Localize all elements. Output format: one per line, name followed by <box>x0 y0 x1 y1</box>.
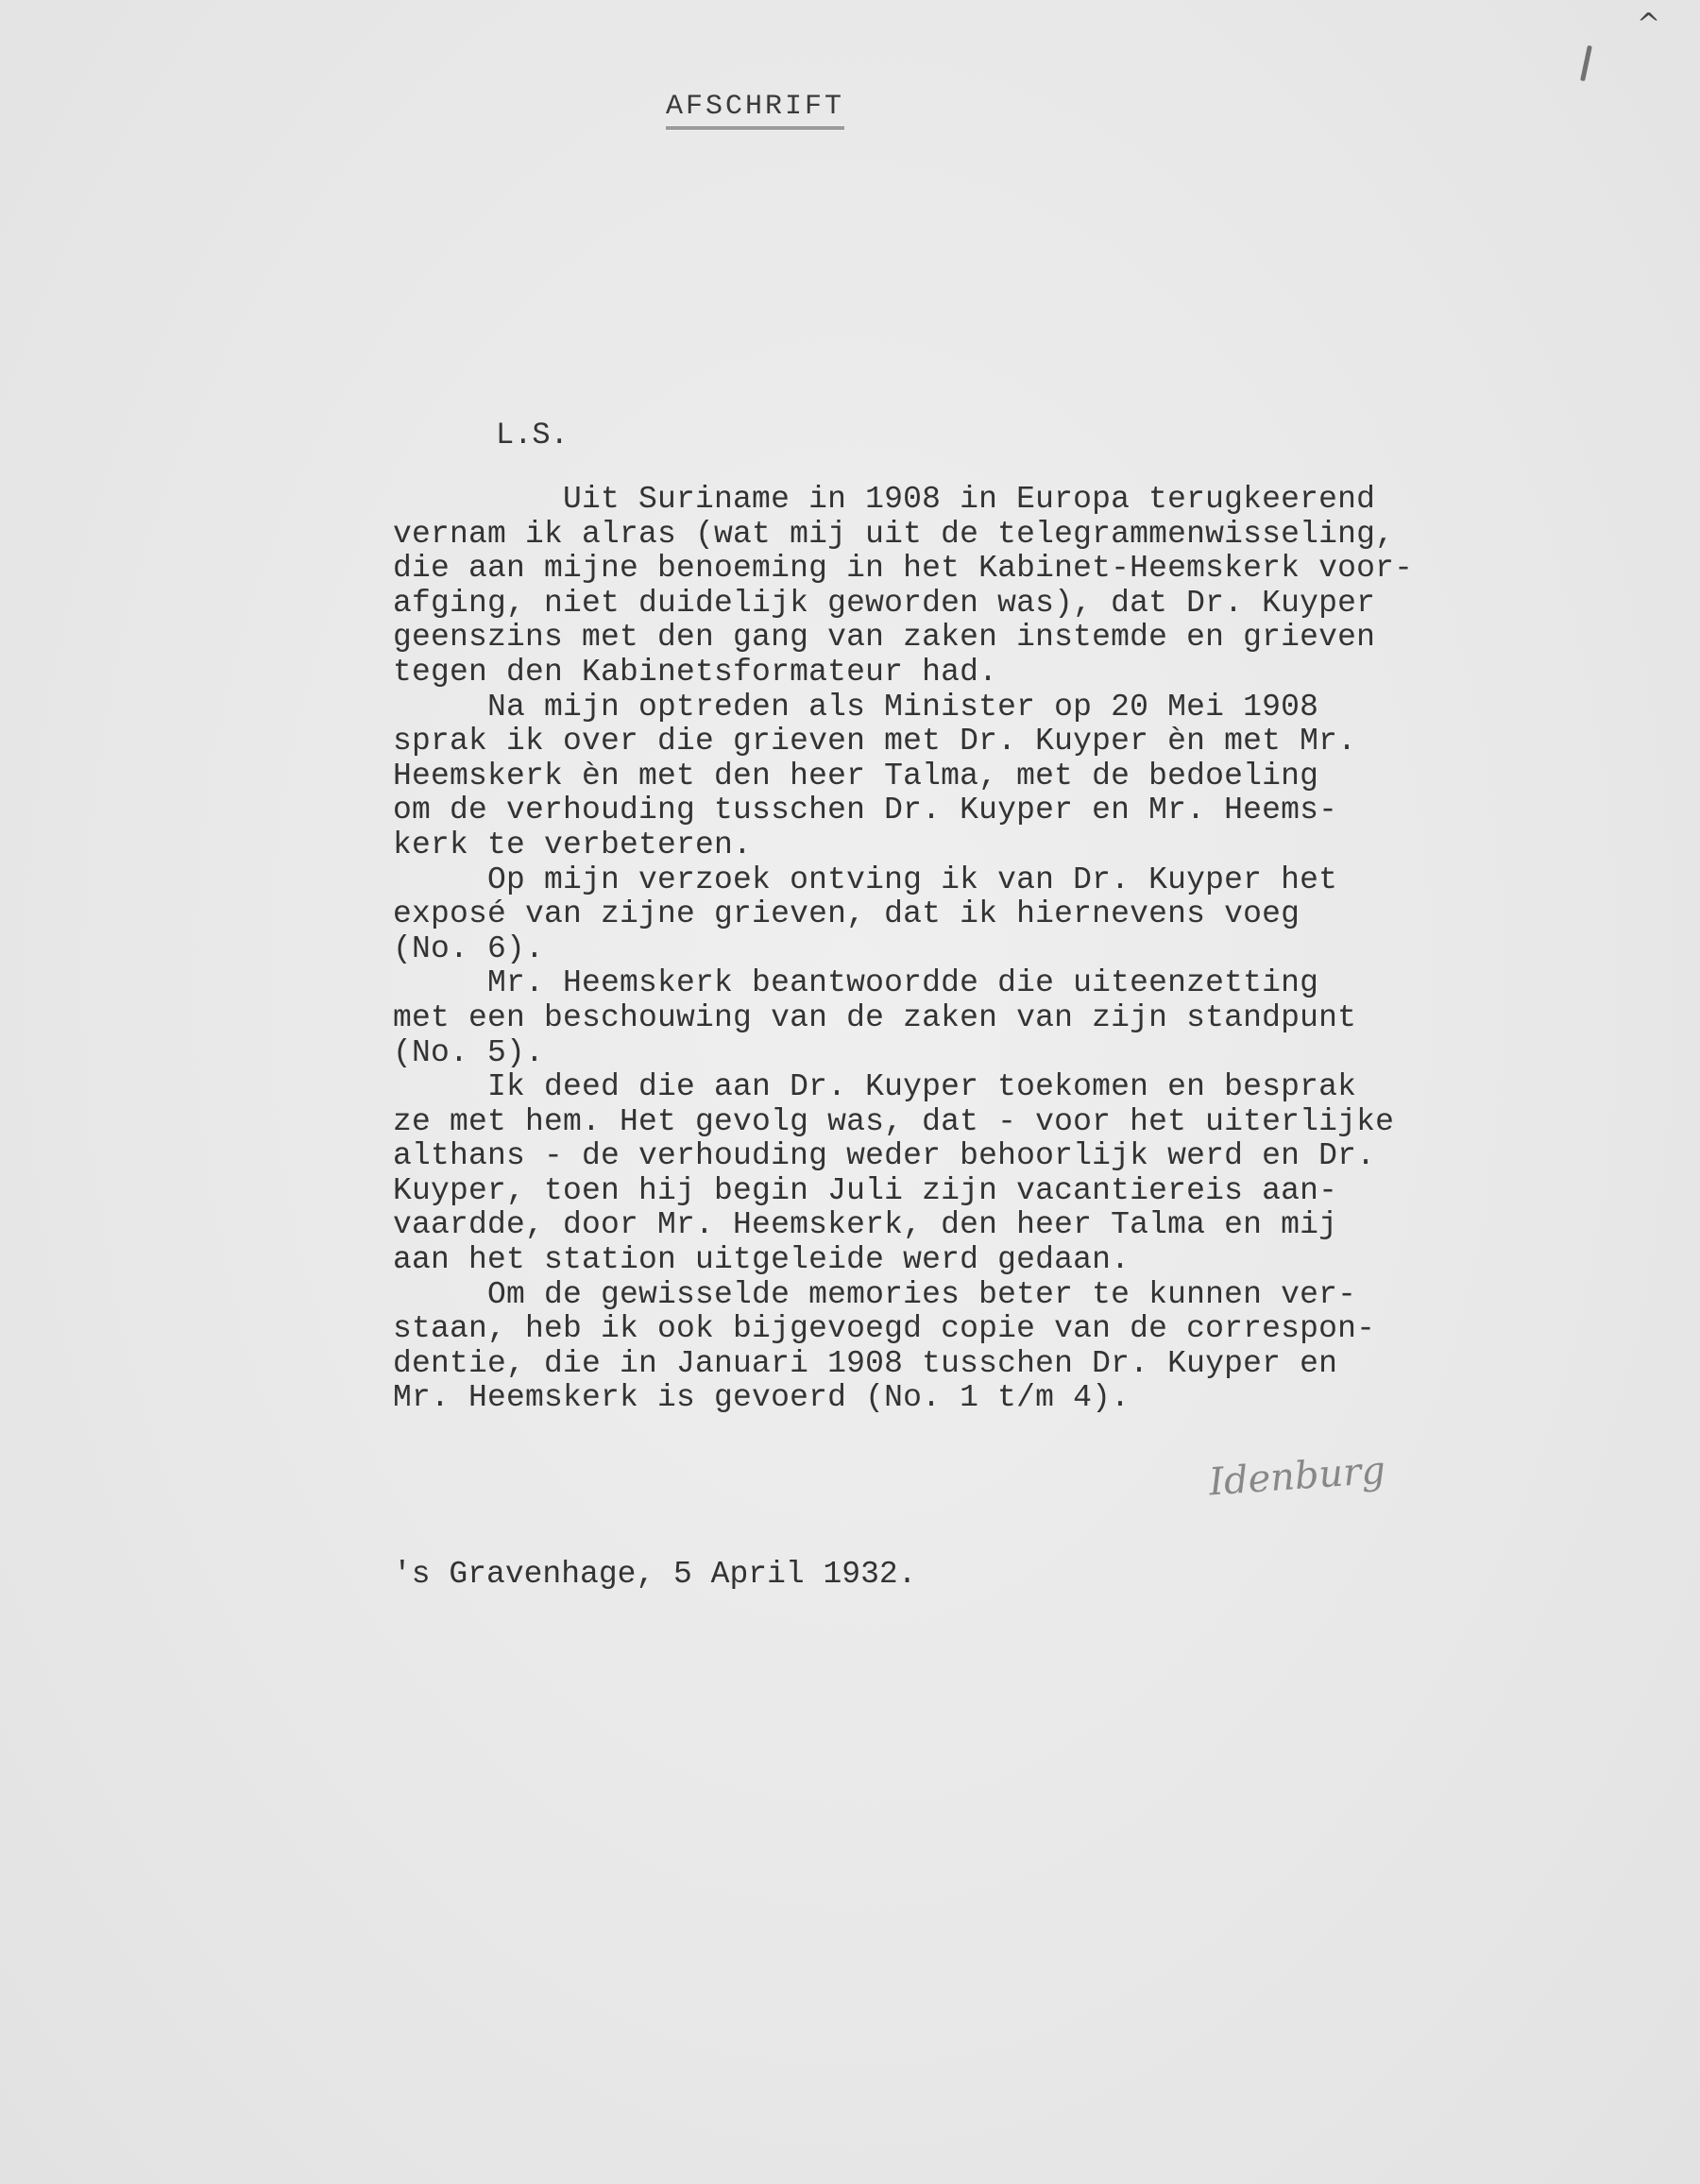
document-title: AFSCHRIFT <box>666 91 844 129</box>
place-and-date: 's Gravenhage, 5 April 1932. <box>393 1557 917 1592</box>
corner-pencil-mark <box>1580 45 1592 81</box>
corner-annotation-mark: ^ <box>1637 8 1661 41</box>
handwritten-signature: Idenburg <box>1207 1448 1387 1505</box>
letter-body: Uit Suriname in 1908 in Europa terugkeerend vernam ik alras (wat mij uit de telegrammenwisseling, die aan mijne benoeming in het Kabinet-Heemskerk voor- afging, niet duidelijk geworden was), dat Dr. Kuyper geenszins met den gang van zaken instemde en grieven tegen den Kabinetsformateur had. Na mijn optreden als Minister op 20 Mei 1908 sprak ik over die grieven met Dr. Kuyper èn met Mr. Heemskerk èn met den heer Talma, met de bedoeling om de verhouding tusschen Dr. Kuyper en Mr. Heems- kerk te verbeteren. Op mijn verzoek ontving ik van Dr. Kuyper het exposé van zijne grieven, dat ik hiernevens voeg (No. 6). Mr. Heemskerk beantwoordde die uiteenzetting met een beschouwing van de zaken van zijn standpunt (No. 5). Ik deed die aan Dr. Kuyper toekomen en besprak ze met hem. Het gevolg was, dat - voor het uiterlijke althans - de verhouding weder behoorlijk werd en Dr. Kuyper, toen hij begin Juli zijn vacantiereis aan- vaardde, door Mr. Heemskerk, den heer Talma en mij aan het station uitgeleide werd gedaan. Om de gewisselde memories beter te kunnen ver- staan, heb ik ook bijgevoegd copie van de correspon- dentie, die in Januari 1908 tusschen Dr. Kuyper en Mr. Heemskerk is gevoerd (No. 1 t/m 4). <box>393 482 1414 1416</box>
salutation: L.S. <box>496 418 569 452</box>
